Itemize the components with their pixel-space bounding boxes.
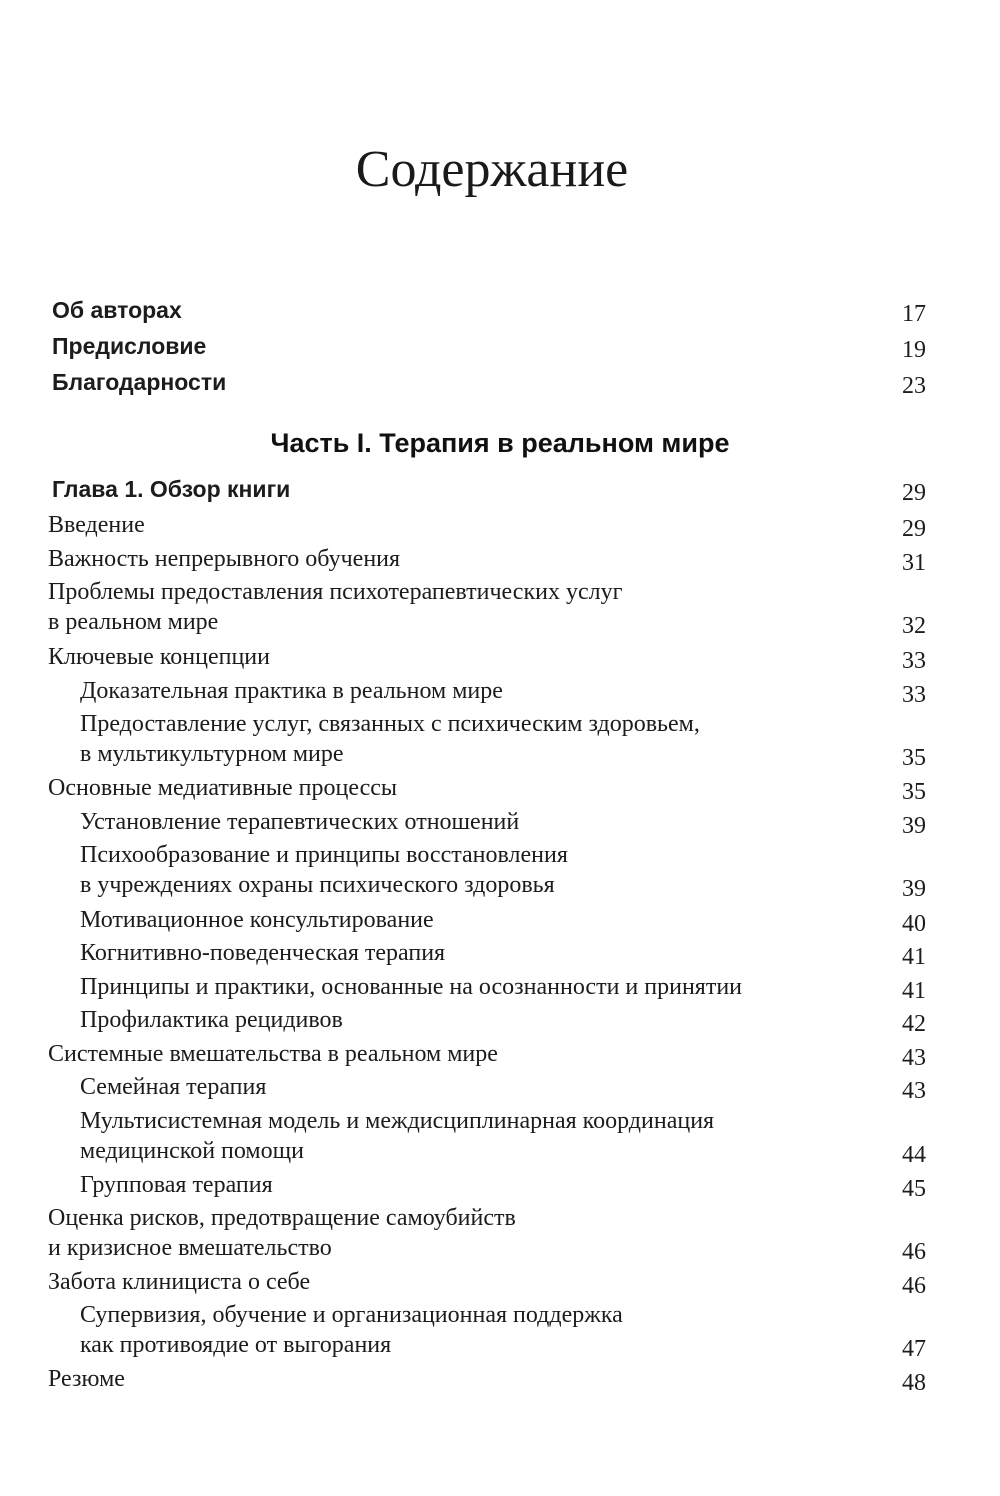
toc-entry-label-line2: медицинской помощи bbox=[80, 1138, 304, 1164]
toc-page-number: 47 bbox=[902, 1336, 926, 1362]
toc-page-number: 19 bbox=[902, 337, 926, 363]
toc-entry-label: Ключевые концепции bbox=[48, 644, 270, 670]
toc-entry-label bbox=[80, 1106, 880, 1166]
toc-entry[interactable] bbox=[0, 577, 1000, 641]
toc-page-number: 48 bbox=[902, 1370, 926, 1396]
toc-entry-label: Основные медиативные процессы bbox=[48, 775, 398, 801]
toc-page-number: 39 bbox=[902, 813, 926, 839]
toc-entry-label: Важность непрерывного обучения bbox=[48, 546, 401, 572]
toc-entry[interactable] bbox=[0, 807, 1000, 841]
toc-page-number: 43 bbox=[902, 1045, 926, 1071]
toc-entry-label-line1: Проблемы предоставления психотерапевтических услуг bbox=[48, 579, 623, 605]
toc-entry-label: Установление терапевтических отношений bbox=[80, 809, 520, 835]
toc-entry-label bbox=[80, 709, 880, 769]
toc-entry[interactable] bbox=[0, 1005, 1000, 1039]
toc-entry-label bbox=[48, 1203, 848, 1263]
toc-entry-label bbox=[80, 1300, 880, 1360]
toc-page-number: 33 bbox=[902, 682, 926, 708]
toc-entry[interactable] bbox=[0, 1072, 1000, 1106]
toc-entry-chapter-1[interactable] bbox=[0, 474, 1000, 508]
toc-page-number: 40 bbox=[902, 911, 926, 937]
toc-page-number: 43 bbox=[902, 1078, 926, 1104]
toc-entry-acknowledgements[interactable] bbox=[0, 367, 1000, 401]
toc-entry-label: Системные вмешательства в реальном мире bbox=[48, 1041, 498, 1067]
toc-page-number: 35 bbox=[902, 779, 926, 805]
toc-page-number: 41 bbox=[902, 944, 926, 970]
toc-page-number: 29 bbox=[902, 516, 926, 542]
toc-page-number: 44 bbox=[902, 1142, 926, 1168]
toc-entry-label-line1: Супервизия, обучение и организационная поддержка bbox=[80, 1302, 623, 1328]
toc-entry-label bbox=[48, 577, 848, 637]
toc-entry[interactable] bbox=[0, 1170, 1000, 1204]
toc-entry[interactable] bbox=[0, 1300, 1000, 1364]
toc-entry-label: Доказательная практика в реальном мире bbox=[80, 678, 503, 704]
toc-entry-label: Предисловие bbox=[52, 333, 207, 359]
toc-entry-label bbox=[80, 840, 880, 900]
toc-entry[interactable] bbox=[0, 1364, 1000, 1398]
toc-entry[interactable] bbox=[0, 972, 1000, 1006]
toc-entry-label-line1: Оценка рисков, предотвращение самоубийств bbox=[48, 1205, 516, 1231]
page-title: Содержание bbox=[355, 141, 629, 198]
toc-page-number: 29 bbox=[902, 480, 926, 506]
toc-page-number: 46 bbox=[902, 1239, 926, 1265]
toc-page-number: 17 bbox=[902, 301, 926, 327]
toc-entry[interactable] bbox=[0, 840, 1000, 904]
toc-entry[interactable] bbox=[0, 1039, 1000, 1073]
toc-page-number: 23 bbox=[902, 373, 926, 399]
toc-entry-label-line2: в учреждениях охраны психического здоровья bbox=[80, 872, 555, 898]
toc-entry-label: Введение bbox=[48, 512, 145, 538]
toc-entry-label: Об авторах bbox=[52, 297, 182, 323]
toc-entry[interactable] bbox=[0, 905, 1000, 939]
toc-entry-label: Благодарности bbox=[52, 369, 227, 395]
toc-entry-label: Профилактика рецидивов bbox=[80, 1007, 343, 1033]
toc-entry-label-line2: и кризисное вмешательство bbox=[48, 1235, 332, 1261]
toc-entry-label-line1: Предоставление услуг, связанных с психическим здоровьем, bbox=[80, 711, 700, 737]
toc-entry[interactable] bbox=[0, 1106, 1000, 1170]
chapter-label: Глава 1. Обзор книги bbox=[52, 476, 291, 502]
toc-page-number: 31 bbox=[902, 550, 926, 576]
toc-page-number: 42 bbox=[902, 1011, 926, 1037]
toc-entry-label: Забота клинициста о себе bbox=[48, 1269, 311, 1295]
toc-entry-preface[interactable] bbox=[0, 331, 1000, 365]
toc-entry-label-line2: в реальном мире bbox=[48, 609, 219, 635]
toc-entry[interactable] bbox=[0, 642, 1000, 676]
toc-entry-label: Мотивационное консультирование bbox=[80, 907, 434, 933]
toc-entry-label-line1: Психообразование и принципы восстановления bbox=[80, 842, 568, 868]
toc-entry[interactable] bbox=[0, 544, 1000, 578]
toc-entry-label-line1: Мультисистемная модель и междисциплинарная координация bbox=[80, 1108, 715, 1134]
toc-entry[interactable] bbox=[0, 510, 1000, 544]
toc-entry[interactable] bbox=[0, 1203, 1000, 1267]
toc-entry[interactable] bbox=[0, 938, 1000, 972]
toc-entry-label-line2: в мультикультурном мире bbox=[80, 741, 344, 767]
toc-entry[interactable] bbox=[0, 1267, 1000, 1301]
toc-entry-label: Принципы и практики, основанные на осознанности и принятии bbox=[80, 974, 743, 1000]
toc-page-number: 32 bbox=[902, 613, 926, 639]
toc-page-number: 46 bbox=[902, 1273, 926, 1299]
toc-page-number: 35 bbox=[902, 745, 926, 771]
toc-page-number: 39 bbox=[902, 876, 926, 902]
toc-entry-about-authors[interactable] bbox=[0, 295, 1000, 329]
toc-page-number: 45 bbox=[902, 1176, 926, 1202]
toc-page-number: 41 bbox=[902, 978, 926, 1004]
toc-entry-label-line2: как противоядие от выгорания bbox=[80, 1332, 392, 1358]
toc-entry[interactable] bbox=[0, 709, 1000, 773]
toc-entry-label: Групповая терапия bbox=[80, 1172, 273, 1198]
toc-entry-label: Когнитивно-поведенческая терапия bbox=[80, 940, 446, 966]
toc-page-number: 33 bbox=[902, 648, 926, 674]
toc-entry[interactable] bbox=[0, 676, 1000, 710]
part-heading: Часть I. Терапия в реальном мире bbox=[270, 428, 730, 458]
toc-entry-label: Семейная терапия bbox=[80, 1074, 267, 1100]
toc-entry[interactable] bbox=[0, 773, 1000, 807]
toc-entry-label: Резюме bbox=[48, 1366, 125, 1392]
